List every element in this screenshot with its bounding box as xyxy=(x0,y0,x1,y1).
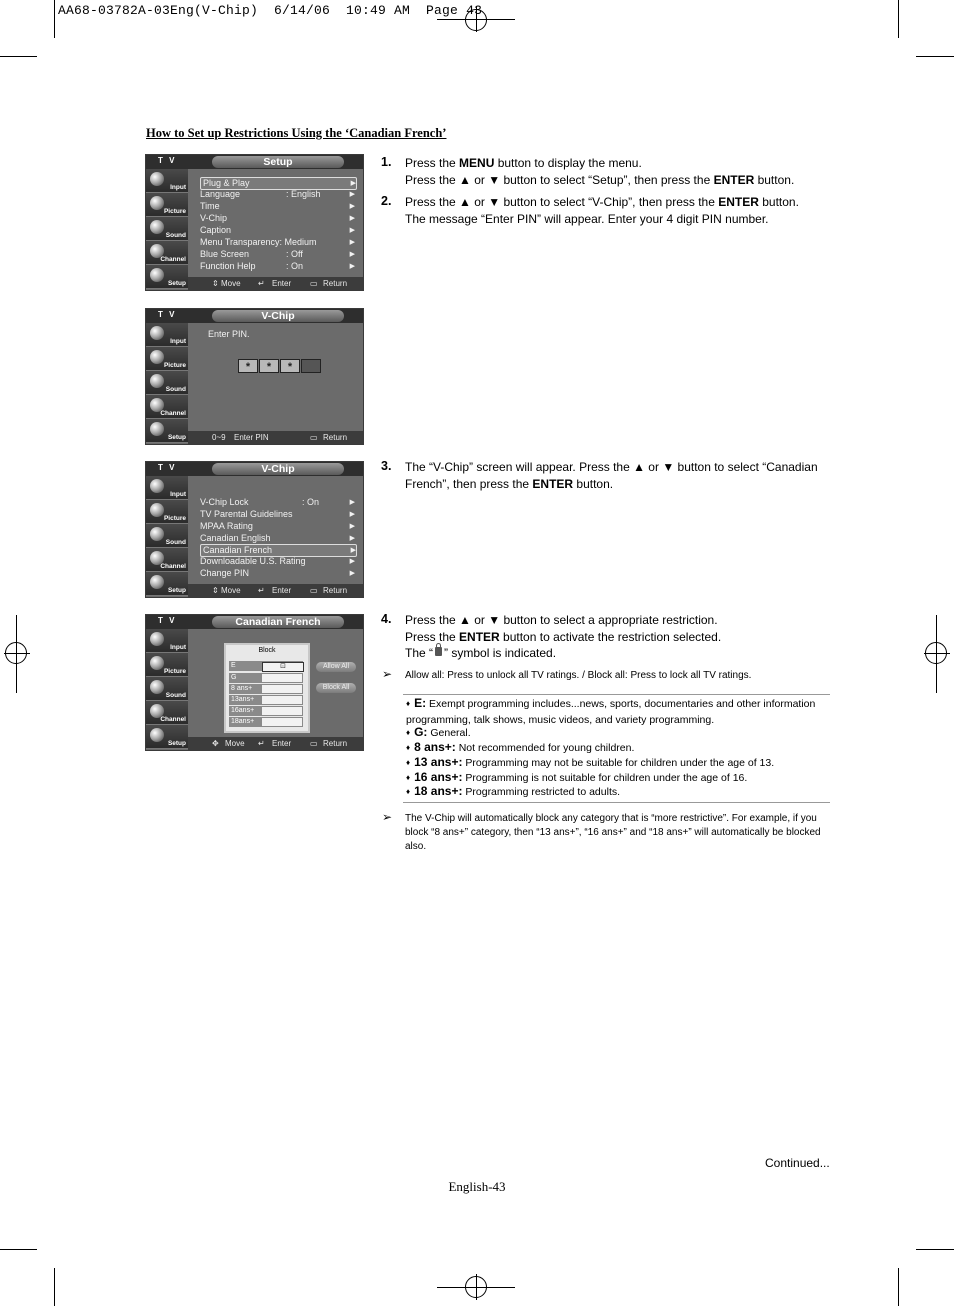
sidebar-item-picture[interactable]: Picture xyxy=(146,193,188,217)
enter-icon: ↵ xyxy=(258,279,265,288)
step-4-number: 4. xyxy=(381,612,392,626)
tv-label: T V xyxy=(158,310,177,319)
osd-sidebar xyxy=(146,323,188,443)
sidebar-item-picture[interactable]: Picture xyxy=(146,347,188,371)
arrow-right-icon: ▶ xyxy=(349,191,355,198)
sidebar-item-setup[interactable]: Setup xyxy=(146,572,188,596)
picture-icon xyxy=(150,656,164,670)
sound-icon xyxy=(150,680,164,694)
return-icon: ▭ xyxy=(310,739,318,748)
menu-item-canadian-english[interactable]: Canadian English ▶ xyxy=(200,533,355,543)
pin-digit-3[interactable]: * xyxy=(280,359,300,373)
lock-icon xyxy=(435,647,442,656)
allow-all-button[interactable]: Allow All xyxy=(316,662,356,672)
rating-18-description: ♦ 18 ans+: Programming restricted to adults. xyxy=(406,784,621,798)
pin-digit-4[interactable] xyxy=(301,359,321,373)
menu-item-downloadable-us[interactable]: Downloadable U.S. Rating ▶ xyxy=(200,556,355,566)
osd-help-bar: ⇕ Move ↵ Enter ▭ Return xyxy=(188,277,363,290)
step-3-number: 3. xyxy=(381,459,392,473)
setup-icon xyxy=(150,268,164,282)
ratings-description-box xyxy=(403,694,830,803)
tv-label: T V xyxy=(158,156,177,165)
sidebar-item-channel[interactable]: Channel xyxy=(146,548,188,572)
return-icon: ▭ xyxy=(310,586,318,595)
return-icon: ▭ xyxy=(310,279,318,288)
updown-icon: ⇕ xyxy=(212,279,219,288)
arrow-right-icon: ▶ xyxy=(349,558,355,565)
menu-item-caption[interactable]: Caption ▶ xyxy=(200,225,355,235)
rating-row-18[interactable]: 18ans+ xyxy=(229,717,303,728)
osd-sidebar xyxy=(146,169,188,289)
pin-prompt: Enter PIN. xyxy=(208,329,250,339)
continued-label: Continued... xyxy=(765,1156,830,1170)
block-column-header: Block xyxy=(258,647,276,654)
sidebar-item-sound[interactable]: Sound xyxy=(146,371,188,395)
step-2-text: Press the ▲ or ▼ button to select “V-Chip”, then press the ENTER button. The message “Enter PIN” will appear. Enter your 4 digit PIN number. xyxy=(405,195,799,226)
sound-icon xyxy=(150,527,164,541)
osd-setup-screen xyxy=(145,154,364,291)
picture-icon xyxy=(150,503,164,517)
menu-item-blue-screen[interactable]: Blue Screen : Off ▶ xyxy=(200,249,355,259)
menu-item-change-pin[interactable]: Change PIN ▶ xyxy=(200,568,355,578)
tv-label: T V xyxy=(158,616,177,625)
print-header: AA68-03782A-03Eng(V-Chip) 6/14/06 10:49 AM Page 43 xyxy=(58,3,483,18)
note-arrow-icon: ➢ xyxy=(382,810,393,824)
menu-item-function-help[interactable]: Function Help : On ▶ xyxy=(200,261,355,271)
picture-icon xyxy=(150,196,164,210)
section-title: How to Set up Restrictions Using the ‘Canadian French’ xyxy=(146,126,447,140)
four-way-arrow-icon: ✥ xyxy=(212,739,219,748)
menu-item-time[interactable]: Time ▶ xyxy=(200,201,355,211)
sidebar-item-channel[interactable]: Channel xyxy=(146,701,188,725)
sidebar-item-input[interactable]: Input xyxy=(146,323,188,347)
step-1-number: 1. xyxy=(381,155,392,169)
note-arrow-icon: ➢ xyxy=(382,667,393,681)
osd-sidebar xyxy=(146,476,188,596)
arrow-right-icon: ▶ xyxy=(349,523,355,530)
picture-icon xyxy=(150,350,164,364)
rating-row-g[interactable]: G xyxy=(229,673,303,684)
menu-item-plug-play[interactable]: Plug & Play ▶ xyxy=(200,177,357,190)
sidebar-item-channel[interactable]: Channel xyxy=(146,241,188,265)
input-icon xyxy=(150,326,164,340)
sidebar-item-setup[interactable]: Setup xyxy=(146,265,188,289)
sidebar-item-setup[interactable]: Setup xyxy=(146,725,188,749)
arrow-right-icon: ▶ xyxy=(349,239,355,246)
lock-icon: ⊡ xyxy=(262,662,304,672)
arrow-right-icon: ▶ xyxy=(349,251,355,258)
arrow-right-icon: ▶ xyxy=(349,203,355,210)
arrow-right-icon: ▶ xyxy=(349,535,355,542)
osd-canadian-french-screen xyxy=(145,614,364,751)
menu-item-canadian-french[interactable]: Canadian French ▶ xyxy=(200,544,357,557)
note-allow-block: Allow all: Press to unlock all TV ratings. / Block all: Press to lock all TV ratings. xyxy=(405,670,752,681)
arrow-right-icon: ▶ xyxy=(349,263,355,270)
sidebar-item-sound[interactable]: Sound xyxy=(146,217,188,241)
sidebar-item-input[interactable]: Input xyxy=(146,169,188,193)
menu-item-vchip-lock[interactable]: V-Chip Lock : On ▶ xyxy=(200,497,355,507)
rating-block-table xyxy=(224,643,310,733)
sidebar-item-input[interactable]: Input xyxy=(146,476,188,500)
osd-vchip-screen xyxy=(145,461,364,598)
tv-label: T V xyxy=(158,463,177,472)
rating-row-13[interactable]: 13ans+ xyxy=(229,695,303,706)
sidebar-item-sound[interactable]: Sound xyxy=(146,677,188,701)
setup-icon xyxy=(150,575,164,589)
updown-icon: ⇕ xyxy=(212,586,219,595)
osd-title: Canadian French xyxy=(212,616,344,628)
osd-help-bar: ⇕ Move ↵ Enter ▭ Return xyxy=(188,584,363,597)
pin-digit-1[interactable]: * xyxy=(238,359,258,373)
menu-item-menu-transparency[interactable]: Menu Transparency: Medium ▶ xyxy=(200,237,355,247)
osd-help-bar: 0~9 Enter PIN ▭ Return xyxy=(188,431,363,444)
sidebar-item-input[interactable]: Input xyxy=(146,629,188,653)
sidebar-item-channel[interactable]: Channel xyxy=(146,395,188,419)
input-icon xyxy=(150,479,164,493)
osd-title: V-Chip xyxy=(212,463,344,475)
return-icon: ▭ xyxy=(310,433,318,442)
osd-sidebar xyxy=(146,629,188,749)
arrow-right-icon: ▶ xyxy=(349,570,355,577)
enter-icon: ↵ xyxy=(258,739,265,748)
sidebar-item-picture[interactable]: Picture xyxy=(146,653,188,677)
menu-item-language[interactable]: Language : English ▶ xyxy=(200,189,355,199)
input-icon xyxy=(150,632,164,646)
step-2-number: 2. xyxy=(381,194,392,208)
setup-icon xyxy=(150,422,164,436)
arrow-right-icon: ▶ xyxy=(349,215,355,222)
menu-item-mpaa[interactable]: MPAA Rating ▶ xyxy=(200,521,355,531)
rating-13-description: ♦ 13 ans+: Programming may not be suitable for children under the age of 13. xyxy=(406,755,775,769)
rating-g-description: ♦ G: General. xyxy=(406,725,471,739)
rating-row-16[interactable]: 16ans+ xyxy=(229,706,303,717)
osd-title: V-Chip xyxy=(212,310,344,322)
step-3-text: The “V-Chip” screen will appear. Press the ▲ or ▼ button to select “Canadian French”, then press the ENTER button. xyxy=(405,460,818,491)
note-auto-block: The V-Chip will automatically block any category that is “more restrictive”. For example, if you block “8 ans+” category, then “13 ans+”, “16 ans+” and “18 ans+” will automatically be blocked also. xyxy=(405,813,821,852)
sidebar-item-picture[interactable]: Picture xyxy=(146,500,188,524)
rating-16-description: ♦ 16 ans+: Programming is not suitable for children under the age of 16. xyxy=(406,770,748,784)
enter-icon: ↵ xyxy=(258,586,265,595)
block-all-button[interactable]: Block All xyxy=(316,683,356,693)
rating-e-description: ♦ E: Exempt programming includes...news, sports, documentaries and other information programming, talk shows, music videos, and variety programming. xyxy=(406,696,816,726)
sidebar-item-setup[interactable]: Setup xyxy=(146,419,188,443)
sidebar-item-sound[interactable]: Sound xyxy=(146,524,188,548)
page-number: English-43 xyxy=(448,1179,506,1194)
arrow-right-icon: ▶ xyxy=(349,511,355,518)
setup-icon xyxy=(150,728,164,742)
arrow-right-icon: ▶ xyxy=(350,180,356,187)
rating-row-8[interactable]: 8 ans+ xyxy=(229,684,303,695)
rating-8-description: ♦ 8 ans+: Not recommended for young children. xyxy=(406,740,635,754)
pin-digit-2[interactable]: * xyxy=(259,359,279,373)
step-4-text: Press the ▲ or ▼ button to select a appropriate restriction. Press the ENTER button to activate the restriction selected. The “ ” symbol is indicated. xyxy=(405,613,722,660)
arrow-right-icon: ▶ xyxy=(350,547,356,554)
menu-item-vchip[interactable]: V-Chip ▶ xyxy=(200,213,355,223)
osd-help-bar: ✥ Move ↵ Enter ▭ Return xyxy=(188,737,363,750)
sound-icon xyxy=(150,374,164,388)
input-icon xyxy=(150,172,164,186)
arrow-right-icon: ▶ xyxy=(349,227,355,234)
arrow-right-icon: ▶ xyxy=(349,499,355,506)
osd-pin-screen xyxy=(145,308,364,445)
sound-icon xyxy=(150,220,164,234)
osd-title: Setup xyxy=(212,156,344,168)
step-1-text: Press the MENU button to display the menu. Press the ▲ or ▼ button to select “Setup”, then press the ENTER button. xyxy=(405,156,795,187)
rating-row-e[interactable]: E ⊡ xyxy=(229,661,303,672)
menu-item-tv-parental[interactable]: TV Parental Guidelines ▶ xyxy=(200,509,355,519)
